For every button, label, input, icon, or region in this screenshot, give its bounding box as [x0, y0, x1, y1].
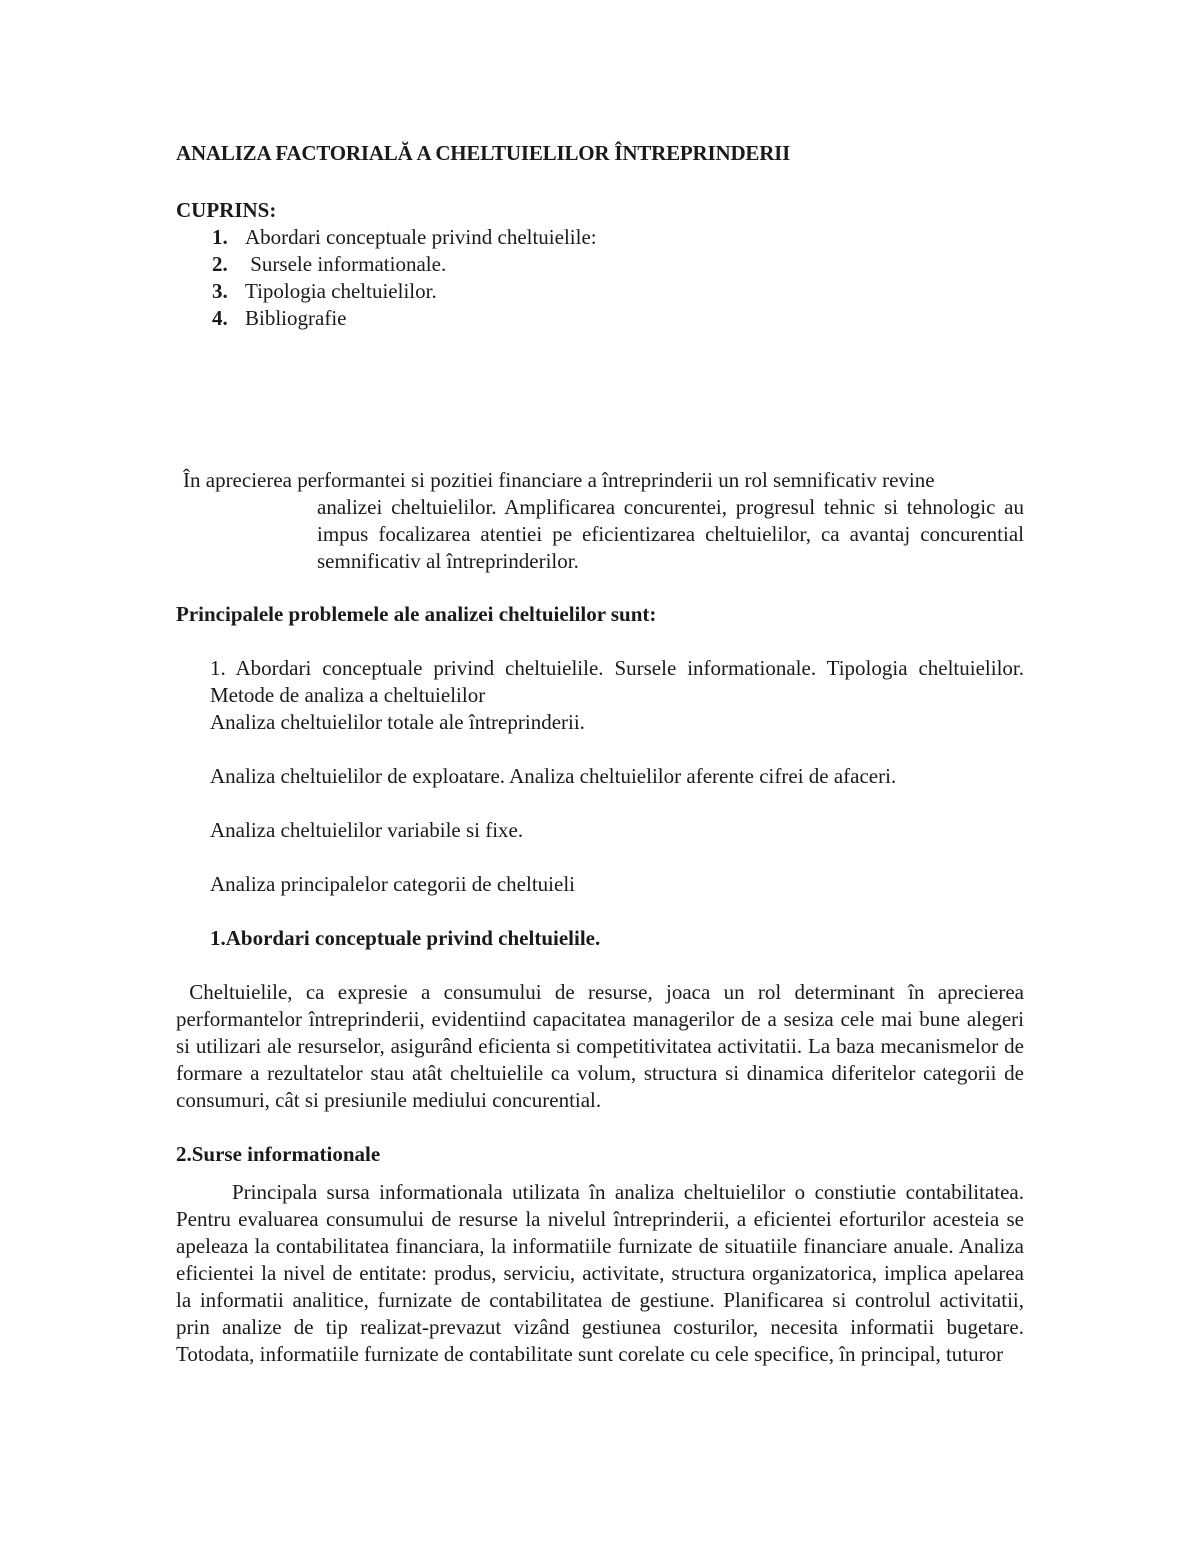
toc-item	[212, 305, 1024, 332]
intro-first-line: În aprecierea performantei si pozitiei financiare a întreprinderii un rol semnificativ revine	[183, 468, 935, 492]
toc-item-number: 4.	[212, 306, 228, 330]
toc-item-number: 3.	[212, 279, 228, 303]
toc-item-text: Tipologia cheltuielilor.	[245, 279, 437, 303]
document-page	[176, 140, 1030, 1368]
section-2-heading: 2.Surse informationale	[176, 1142, 381, 1166]
intro-continuation: analizei cheltuielilor. Amplificarea concurentei, progresul tehnic si tehnologic au impus focalizarea atentiei pe eficientizarea cheltuielilor, ca avantaj concurential semnificativ al întreprinderilor.	[317, 495, 1024, 573]
toc-item	[212, 251, 1024, 278]
table-of-contents	[176, 224, 1024, 332]
problem-paragraph-continuation: Analiza cheltuielilor totale ale întreprinderii.	[210, 710, 585, 734]
problems-heading: Principalele problemele ale analizei cheltuielilor sunt:	[176, 602, 657, 626]
section-1-body: Cheltuielile, ca expresie a consumului de resurse, joaca un rol determinant în aprecierea performantelor întreprinderii, evidentiind capacitatea managerilor de a sesiza cele mai bune alegeri si utilizari ale resurselor, asigurând eficienta si competitivitatea activitatii. La baza mecanismelor de formare a rezultatelor stau atât cheltuielile ca volum, structura si dinamica diferitelor categorii de consumuri, cât si presiunile mediului concurential.	[176, 980, 1030, 1112]
problem-paragraph: Analiza cheltuielilor de exploatare. Analiza cheltuielilor aferente cifrei de afaceri.	[210, 764, 897, 788]
section-1-heading: 1.Abordari conceptuale privind cheltuielile.	[210, 926, 601, 950]
toc-item	[212, 278, 1024, 305]
toc-item	[212, 224, 1024, 251]
toc-item-text: Bibliografie	[245, 306, 347, 330]
problem-paragraph: 1. Abordari conceptuale privind cheltuielile. Sursele informationale. Tipologia cheltuielilor. Metode de analiza a cheltuielilor	[210, 656, 1024, 707]
toc-item-text: Sursele informationale.	[245, 252, 447, 276]
problem-paragraph: Analiza cheltuielilor variabile si fixe.	[210, 818, 524, 842]
section-2-body: Principala sursa informationala utilizata în analiza cheltuielilor o constiutie contabilitatea. Pentru evaluarea consumului de resurse la nivelul întreprinderii, a eficientei eforturilor acesteia se apeleaza la contabilitatea financiara, la informatiile furnizate de situatiile financiare anuale. Analiza eficientei la nivel de entitate: produs, serviciu, activitate, structura organizatorica, implica apelarea la informatii analitice, furnizate de contabilitatea de gestiune. Planificarea si controlul activitatii, prin analize de tip realizat-prevazut vizând gestiunea costurilor, necesita informatii bugetare. Totodata, informatiile furnizate de contabilitate sunt corelate cu cele specifice, în principal, tuturor	[176, 1180, 1024, 1366]
toc-heading: CUPRINS:	[176, 198, 277, 222]
problem-paragraph: Analiza principalelor categorii de cheltuieli	[210, 872, 575, 896]
problems-list	[210, 655, 1024, 952]
document-title: ANALIZA FACTORIALĂ A CHELTUIELILOR ÎNTREPRINDERII	[176, 141, 791, 165]
toc-item-number: 2.	[212, 252, 228, 276]
toc-item-text: Abordari conceptuale privind cheltuielile:	[245, 225, 597, 249]
toc-item-number: 1.	[212, 225, 228, 249]
intro-paragraph	[176, 467, 1024, 575]
